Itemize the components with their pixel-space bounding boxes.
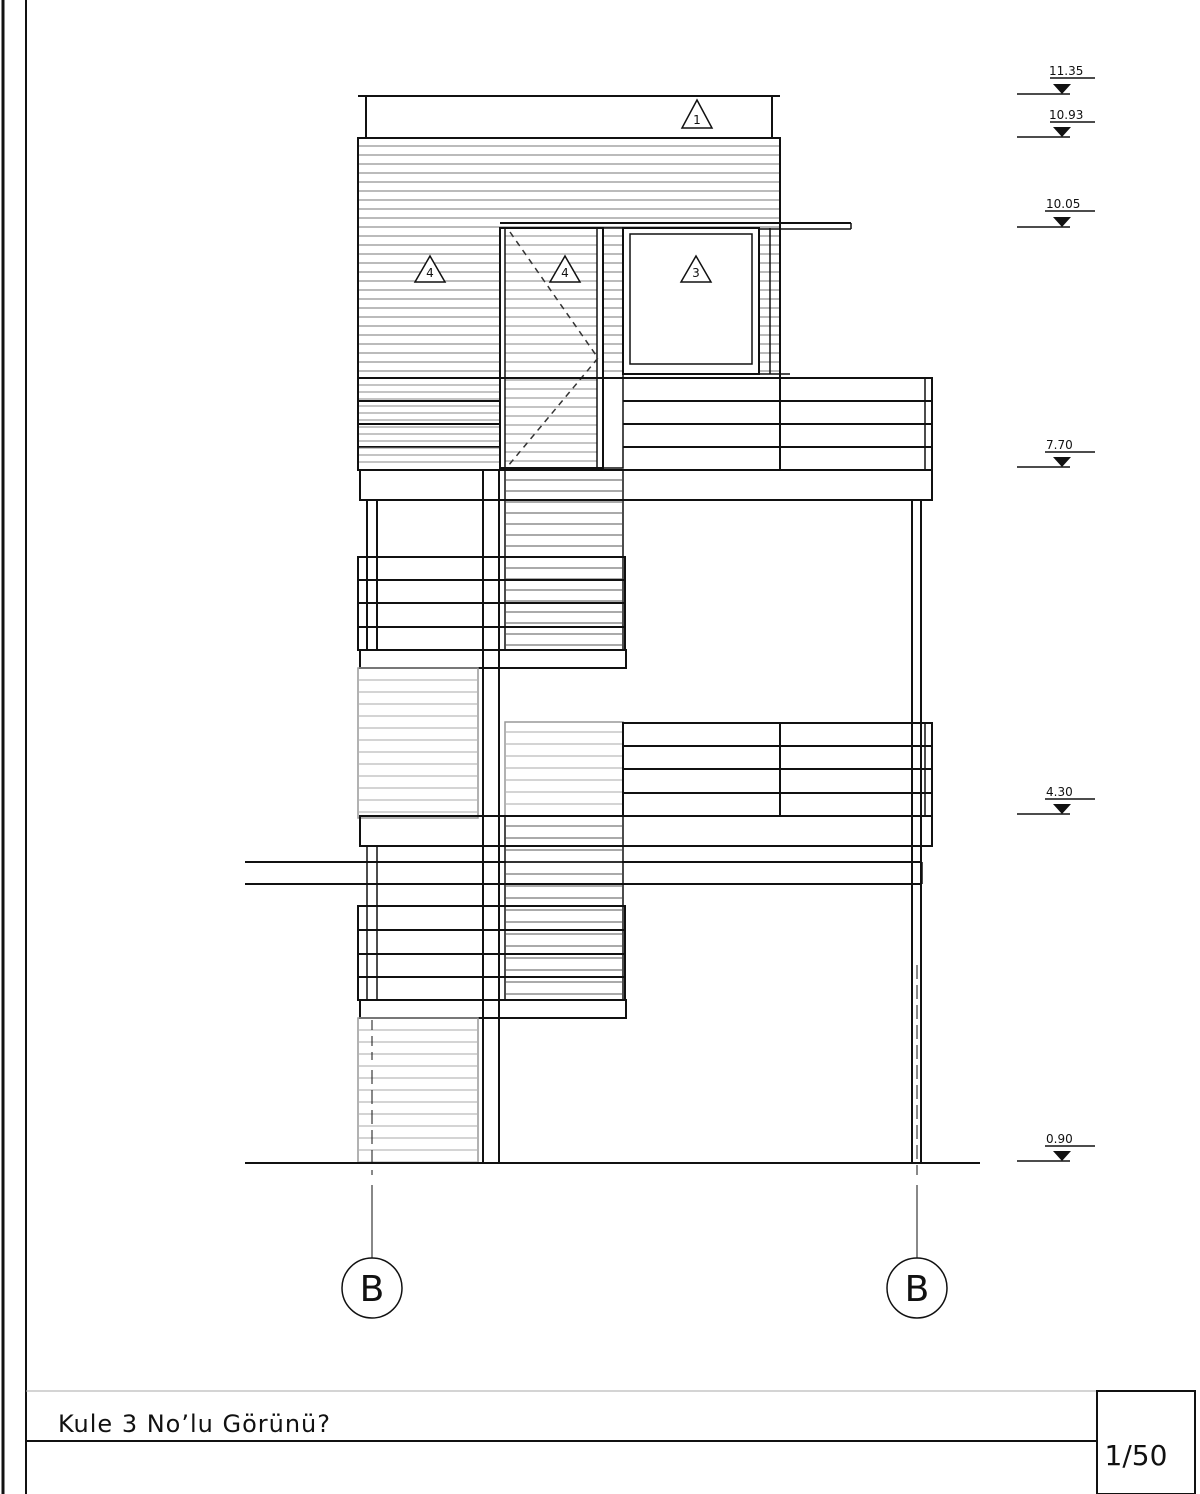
- roof-parapet: [358, 96, 780, 138]
- level-marker-11-35: [1017, 78, 1095, 94]
- level-marker-10-05: [1017, 211, 1095, 227]
- level-label-10-93: 10.93: [1049, 108, 1084, 122]
- mid-deck: [245, 722, 932, 884]
- level-marker-10-93: [1017, 122, 1095, 137]
- upper-stair: [505, 470, 623, 650]
- middle-stair: [358, 668, 478, 818]
- top-deck-railing: [358, 378, 932, 500]
- level-label-4-30: 4.30: [1046, 785, 1073, 799]
- title-block: [26, 1391, 1195, 1494]
- grid-bubble-left-label: B: [359, 1269, 385, 1310]
- level-marker-0-90: [1017, 1146, 1095, 1161]
- level-marker-7-70: [1017, 452, 1095, 467]
- grid-axes: [372, 965, 917, 1258]
- level-label-10-05: 10.05: [1046, 197, 1081, 211]
- tag-1-label: 1: [693, 113, 701, 127]
- sheet-frame: [3, 0, 26, 1494]
- drawing-scale: 1/50: [1104, 1439, 1168, 1472]
- grid-bubble-right-label: B: [904, 1269, 930, 1310]
- level-label-0-90: 0.90: [1046, 1132, 1073, 1146]
- tag-1: [682, 100, 712, 128]
- grid-bubble-right: [887, 1258, 947, 1318]
- level-label-7-70: 7.70: [1046, 438, 1073, 452]
- bottom-stair: [358, 1018, 478, 1163]
- upper-cabin: [358, 138, 851, 468]
- lower-stair: [505, 816, 623, 1000]
- level-label-11-35: 11.35: [1049, 64, 1084, 78]
- tag-4b-label: 4: [561, 266, 569, 280]
- grid-bubble-left: [342, 1258, 402, 1318]
- building-elevation: [245, 96, 980, 1163]
- level-markers: [1017, 78, 1095, 1161]
- lower-landing-railing: [358, 846, 627, 1018]
- tag-4a: [415, 256, 445, 282]
- tag-3-label: 3: [692, 266, 700, 280]
- tag-4a-label: 4: [426, 266, 434, 280]
- drawing-title: Kule 3 No’lu Görünü?: [58, 1410, 332, 1438]
- level-marker-4-30: [1017, 799, 1095, 814]
